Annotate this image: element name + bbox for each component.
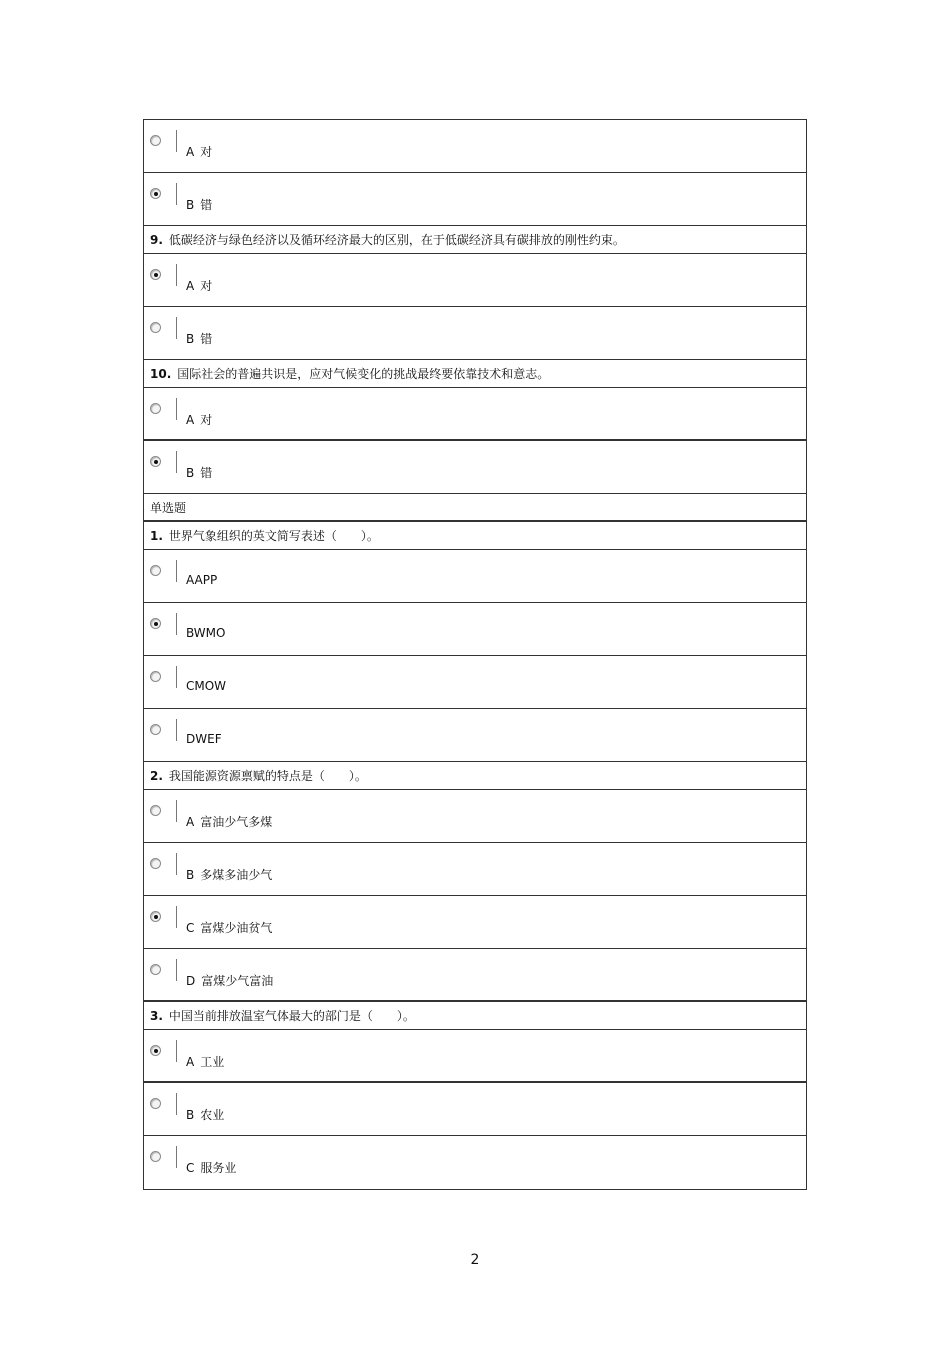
option-label bbox=[186, 143, 212, 160]
option-letter: C bbox=[186, 921, 195, 935]
option-label bbox=[186, 972, 273, 989]
answer-option[interactable] bbox=[144, 173, 806, 226]
radio-checked-icon[interactable] bbox=[150, 456, 161, 467]
answer-option[interactable] bbox=[144, 709, 806, 762]
option-text: 错 bbox=[200, 332, 213, 346]
question-number: 10. bbox=[150, 367, 172, 381]
option-label bbox=[186, 277, 212, 294]
option-text: 服务业 bbox=[200, 1161, 237, 1175]
option-letter: B bbox=[186, 198, 195, 212]
answer-option[interactable] bbox=[144, 949, 806, 1002]
option-divider bbox=[176, 398, 177, 420]
option-label bbox=[186, 1159, 236, 1176]
option-letter: A bbox=[186, 1055, 195, 1069]
answer-option[interactable] bbox=[144, 307, 806, 360]
option-letter: B bbox=[186, 466, 195, 480]
option-divider bbox=[176, 1146, 177, 1168]
option-text: 对 bbox=[200, 279, 213, 293]
option-divider bbox=[176, 613, 177, 635]
question-number: 9. bbox=[150, 233, 163, 247]
option-divider bbox=[176, 1040, 177, 1062]
question-number: 2. bbox=[150, 769, 163, 783]
radio-unchecked-icon[interactable] bbox=[150, 964, 161, 975]
option-label bbox=[186, 464, 212, 481]
option-text: 工业 bbox=[200, 1055, 225, 1069]
question-row bbox=[144, 360, 806, 388]
question-row bbox=[144, 522, 806, 550]
radio-unchecked-icon[interactable] bbox=[150, 805, 161, 816]
question-text: 国际社会的普遍共识是，应对气候变化的挑战最终要依靠技术和意志。 bbox=[177, 367, 550, 381]
option-label bbox=[186, 1053, 224, 1070]
option-divider bbox=[176, 1093, 177, 1115]
answer-option[interactable] bbox=[144, 120, 806, 173]
question-row bbox=[144, 762, 806, 790]
section-heading bbox=[144, 494, 806, 522]
question-number: 3. bbox=[150, 1009, 163, 1023]
option-text: 富煤少气富油 bbox=[201, 974, 274, 988]
option-divider bbox=[176, 130, 177, 152]
radio-unchecked-icon[interactable] bbox=[150, 403, 161, 414]
option-letter: B bbox=[186, 332, 195, 346]
option-divider bbox=[176, 906, 177, 928]
option-divider bbox=[176, 959, 177, 981]
option-text: 错 bbox=[200, 198, 213, 212]
radio-unchecked-icon[interactable] bbox=[150, 322, 161, 333]
option-letter: A bbox=[186, 145, 195, 159]
option-letter: B bbox=[186, 1108, 195, 1122]
option-text: 富煤少油贫气 bbox=[200, 921, 273, 935]
option-text: CMOW bbox=[186, 679, 227, 693]
option-divider bbox=[176, 317, 177, 339]
option-label bbox=[186, 866, 272, 883]
option-text: 农业 bbox=[200, 1108, 225, 1122]
answer-option[interactable] bbox=[144, 441, 806, 494]
answer-option[interactable] bbox=[144, 1083, 806, 1136]
answer-option[interactable] bbox=[144, 1030, 806, 1083]
option-letter: A bbox=[186, 413, 195, 427]
question-row bbox=[144, 226, 806, 254]
option-text: BWMO bbox=[186, 626, 226, 640]
radio-checked-icon[interactable] bbox=[150, 1045, 161, 1056]
option-letter: C bbox=[186, 1161, 195, 1175]
option-divider bbox=[176, 183, 177, 205]
answer-option[interactable] bbox=[144, 550, 806, 603]
option-divider bbox=[176, 560, 177, 582]
question-row bbox=[144, 1002, 806, 1030]
option-text: 对 bbox=[200, 413, 213, 427]
option-label bbox=[186, 732, 222, 746]
answer-option[interactable] bbox=[144, 603, 806, 656]
answer-option[interactable] bbox=[144, 896, 806, 949]
radio-checked-icon[interactable] bbox=[150, 188, 161, 199]
radio-checked-icon[interactable] bbox=[150, 911, 161, 922]
section-title: 单选题 bbox=[150, 501, 187, 515]
option-letter: A bbox=[186, 815, 195, 829]
question-text: 低碳经济与绿色经济以及循环经济最大的区别，在于低碳经济具有碳排放的刚性约束。 bbox=[168, 233, 625, 247]
question-number: 1. bbox=[150, 529, 163, 543]
option-divider bbox=[176, 451, 177, 473]
option-label bbox=[186, 330, 212, 347]
option-label bbox=[186, 573, 217, 587]
option-text: 富油少气多煤 bbox=[200, 815, 273, 829]
option-text: 错 bbox=[200, 466, 213, 480]
option-text: DWEF bbox=[186, 732, 222, 746]
option-divider bbox=[176, 800, 177, 822]
option-letter: B bbox=[186, 868, 195, 882]
page-number: 2 bbox=[470, 1252, 480, 1268]
radio-unchecked-icon[interactable] bbox=[150, 1151, 161, 1162]
answer-option[interactable] bbox=[144, 1136, 806, 1189]
option-text: AAPP bbox=[186, 573, 218, 587]
option-letter: A bbox=[186, 279, 195, 293]
answer-option[interactable] bbox=[144, 790, 806, 843]
radio-checked-icon[interactable] bbox=[150, 269, 161, 280]
option-label bbox=[186, 411, 212, 428]
radio-unchecked-icon[interactable] bbox=[150, 135, 161, 146]
question-text: 世界气象组织的英文简写表述（ ）。 bbox=[168, 529, 379, 543]
radio-unchecked-icon[interactable] bbox=[150, 858, 161, 869]
radio-checked-icon[interactable] bbox=[150, 618, 161, 629]
option-text: 对 bbox=[200, 145, 213, 159]
option-label bbox=[186, 919, 272, 936]
answer-option[interactable] bbox=[144, 388, 806, 441]
option-label bbox=[186, 813, 272, 830]
radio-unchecked-icon[interactable] bbox=[150, 565, 161, 576]
option-divider bbox=[176, 666, 177, 688]
radio-unchecked-icon[interactable] bbox=[150, 671, 161, 682]
answer-option[interactable] bbox=[144, 254, 806, 307]
option-divider bbox=[176, 264, 177, 286]
answer-option[interactable] bbox=[144, 843, 806, 896]
quiz-table bbox=[143, 119, 807, 1190]
option-text: 多煤多油少气 bbox=[200, 868, 273, 882]
answer-option[interactable] bbox=[144, 656, 806, 709]
option-label bbox=[186, 196, 212, 213]
option-label bbox=[186, 679, 226, 693]
question-text: 我国能源资源禀赋的特点是（ ）。 bbox=[168, 769, 367, 783]
option-divider bbox=[176, 853, 177, 875]
radio-unchecked-icon[interactable] bbox=[150, 1098, 161, 1109]
option-letter: D bbox=[186, 974, 196, 988]
option-label bbox=[186, 1106, 224, 1123]
radio-unchecked-icon[interactable] bbox=[150, 724, 161, 735]
question-text: 中国当前排放温室气体最大的部门是（ ）。 bbox=[168, 1009, 415, 1023]
option-divider bbox=[176, 719, 177, 741]
option-label bbox=[186, 626, 225, 640]
